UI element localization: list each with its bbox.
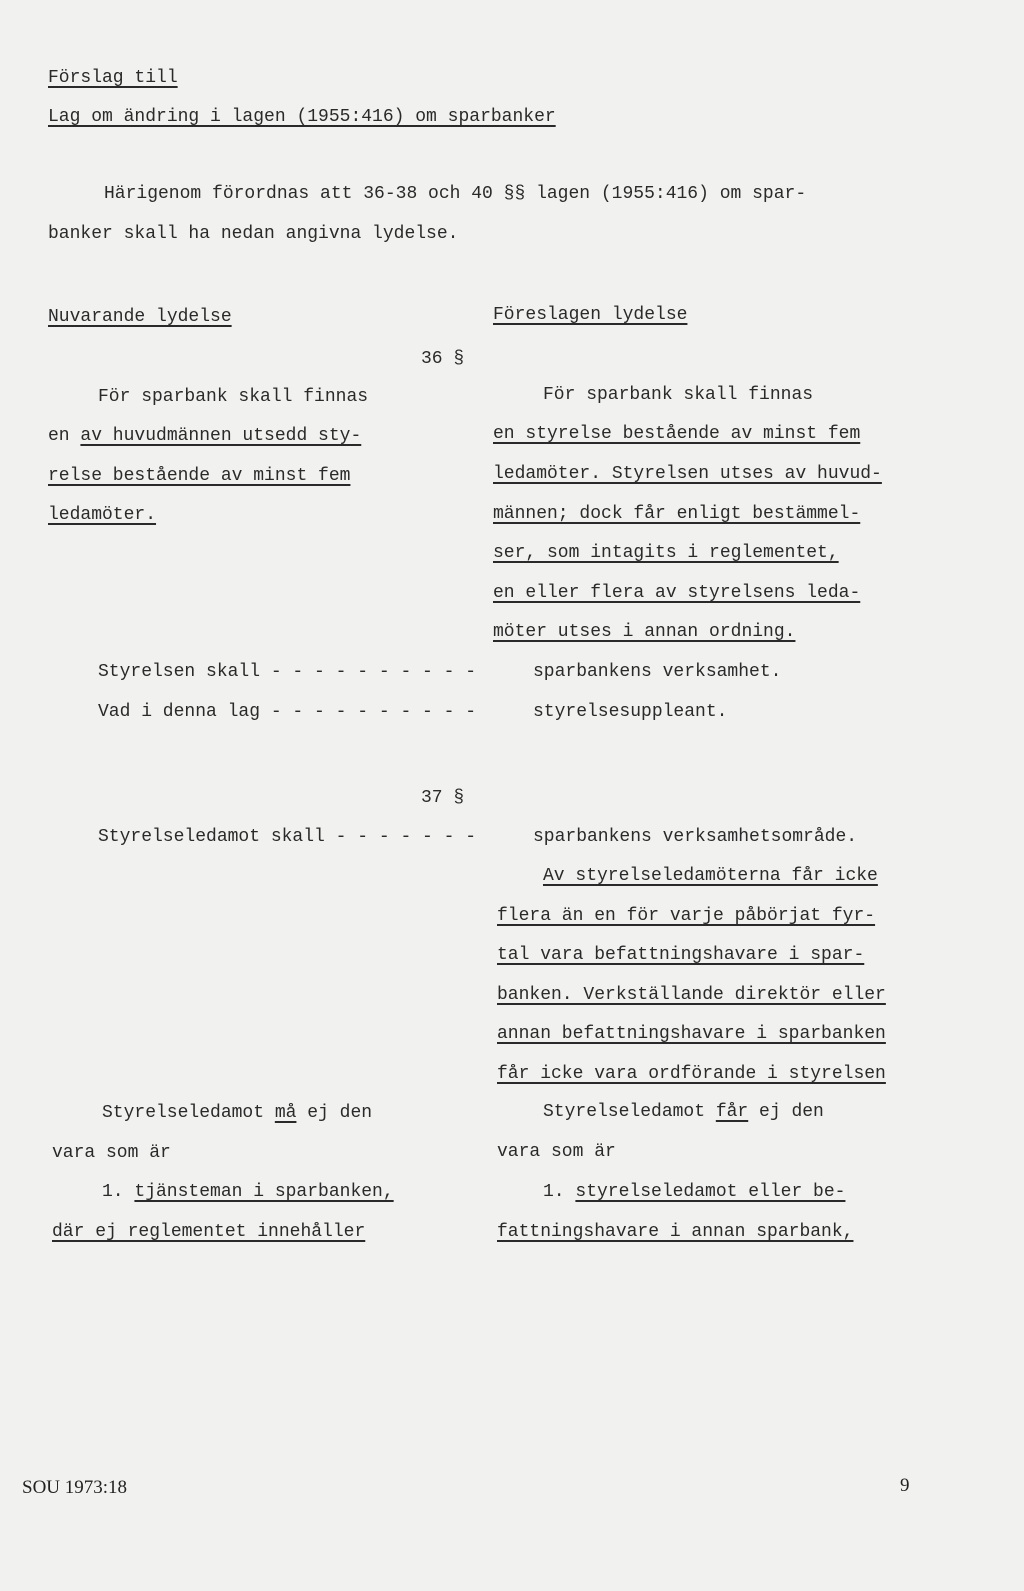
sec37-left-a bbox=[102, 1102, 372, 1124]
sec36-left-line-1: För sparbank skall finnas bbox=[98, 387, 369, 407]
sec37-right-d: fattningshavare i annan sparbank, bbox=[497, 1222, 854, 1242]
section-36-number: 36 § bbox=[421, 349, 465, 369]
intro-line-2: banker skall ha nedan angivna lydelse. bbox=[48, 224, 459, 244]
sec36-right-line-3: ledamöter. Styrelsen utses av huvud- bbox=[493, 464, 882, 484]
page-number: 9 bbox=[900, 1475, 910, 1496]
sec37-left-a-post: ej den bbox=[296, 1103, 373, 1123]
law-title: Lag om ändring i lagen (1955:416) om sparbanker bbox=[48, 107, 556, 127]
document-series: SOU 1973:18 bbox=[22, 1477, 128, 1498]
sec37-right-c-text: styrelseledamot eller be- bbox=[575, 1182, 846, 1202]
sec37-right-c-pre: 1. bbox=[543, 1182, 576, 1202]
sec36-shared-1-left: Styrelsen skall - - - - - - - - - - bbox=[98, 662, 477, 682]
sec37-right-a-pre: Styrelseledamot bbox=[543, 1102, 716, 1122]
sec37-left-c bbox=[102, 1181, 394, 1203]
sec36-shared-2-right: styrelsesuppleant. bbox=[533, 702, 728, 722]
sec36-left-line-2-text: en av huvudmännen utsedd sty- bbox=[48, 426, 362, 446]
sec36-right-line-6: en eller flera av styrelsens leda- bbox=[493, 583, 861, 603]
sec37-right-new-4: banken. Verkställande direktör eller bbox=[497, 985, 886, 1005]
sec37-right-b: vara som är bbox=[497, 1142, 616, 1162]
sec37-right-a-post: ej den bbox=[748, 1102, 824, 1122]
section-37-number: 37 § bbox=[421, 788, 465, 808]
sec37-right-new-3: tal vara befattningshavare i spar- bbox=[497, 945, 865, 965]
sec36-right-line-5: ser, som intagits i reglementet, bbox=[493, 543, 839, 563]
sec37-right-new-5: annan befattningshavare i sparbanken bbox=[497, 1024, 886, 1044]
sec37-right-a-word: får bbox=[715, 1102, 749, 1122]
sec37-right-new-2: flera än en för varje påbörjat fyr- bbox=[497, 906, 876, 926]
sec36-shared-2-left: Vad i denna lag - - - - - - - - - - bbox=[98, 702, 477, 722]
sec37-left-a-pre: Styrelseledamot bbox=[102, 1103, 275, 1123]
current-wording-heading: Nuvarande lydelse bbox=[48, 307, 232, 327]
sec36-right-line-7: möter utses i annan ordning. bbox=[493, 622, 796, 642]
proposal-label: Förslag till bbox=[48, 68, 178, 88]
sec37-left-b: vara som är bbox=[52, 1143, 171, 1163]
sec36-right-line-4: männen; dock får enligt bestämmel- bbox=[493, 504, 861, 524]
sec37-shared-right: sparbankens verksamhetsområde. bbox=[533, 827, 858, 847]
sec37-left-c-pre: 1. bbox=[102, 1182, 135, 1202]
sec37-left-a-word: må bbox=[274, 1103, 297, 1123]
sec37-right-c bbox=[543, 1181, 845, 1203]
proposed-wording-heading: Föreslagen lydelse bbox=[493, 305, 688, 325]
intro-line-1: Härigenom förordnas att 36-38 och 40 §§ lagen (1955:416) om spar- bbox=[104, 184, 807, 204]
sec37-right-new-1: Av styrelseledamöterna får icke bbox=[543, 866, 878, 886]
sec37-shared-left: Styrelseledamot skall - - - - - - - bbox=[98, 827, 477, 847]
sec37-left-c-text: tjänsteman i sparbanken, bbox=[134, 1182, 394, 1202]
sec36-right-line-2: en styrelse bestående av minst fem bbox=[493, 424, 861, 444]
sec37-right-new-6: får icke vara ordförande i styrelsen bbox=[497, 1064, 886, 1084]
sec37-left-d: där ej reglementet innehåller bbox=[52, 1222, 366, 1242]
sec36-left-line-2 bbox=[48, 425, 361, 447]
sec37-right-a bbox=[543, 1101, 824, 1123]
sec36-right-line-1: För sparbank skall finnas bbox=[543, 385, 814, 405]
sec36-shared-1-right: sparbankens verksamhet. bbox=[533, 662, 782, 682]
sec36-left-line-4: ledamöter. bbox=[48, 505, 157, 525]
sec36-left-line-3: relse bestående av minst fem bbox=[48, 466, 351, 486]
